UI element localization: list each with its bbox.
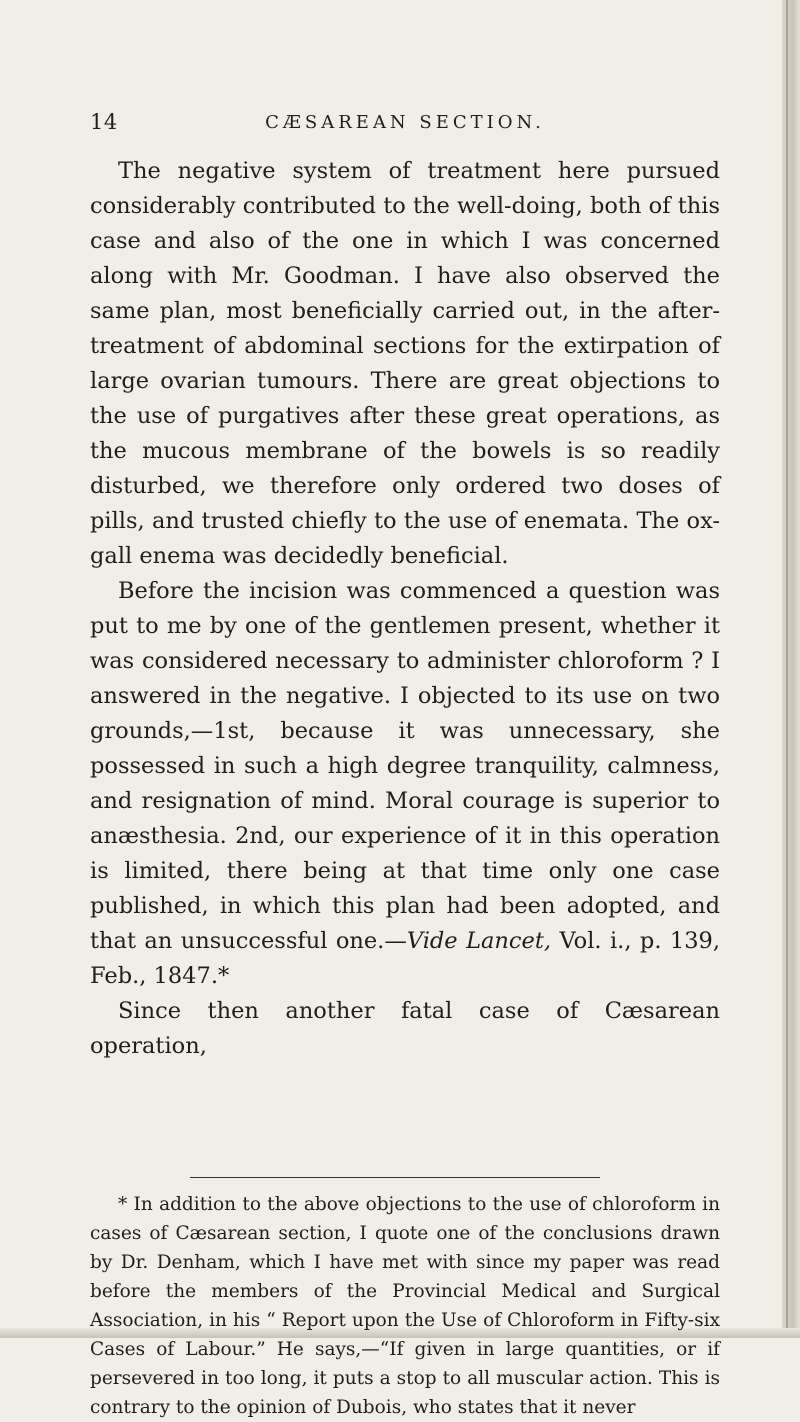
footnote-rule	[190, 1177, 600, 1178]
page-edge	[782, 0, 800, 1338]
lancet-italic: Lancet,	[466, 928, 552, 954]
page-header	[90, 110, 720, 144]
vide-italic: Vide	[406, 928, 458, 954]
footnote-text: * In addition to the above objections to the use of chloroform in cases of Cæsarean section, I quote one of the conclusions drawn by Dr. Denham, which I have met with since my paper was read before the members of the Provincial Medical and Surgical Association, in his “ Report upon the Use of Chloroform in Fifty-six Cases of Labour.” He says,—“If given in large quantities, or if persevered in too long, it puts a stop to all muscular action. This is contrary to the opinion of Dubois, who states that it never	[90, 1194, 720, 1418]
running-head: CÆSAREAN SECTION.	[265, 112, 545, 133]
paragraph-2-text: Before the incision was commenced a question was put to me by one of the gentlemen present, whether it was considered necessary to administer chloroform ? I answered in the negative. I objected to its use on two grounds,—1st, because it was unnecessary, she possessed in such a high degree tranquility, calmness, and resignation of mind. Moral courage is superior to anæsthesia. 2nd, our experience of it in this operation is limited, there being at that time only one case published, in which this plan had been adopted, and that an unsuccessful one.—	[90, 578, 720, 954]
footnote	[90, 1190, 720, 1422]
paragraph-1: The negative system of treatment here pursued considerably contributed to the well-doing, both of this case and also of the one in which I was concerned along with Mr. Goodman. I have also observed the same plan, most beneficially carried out, in the after-treatment of abdominal sections for the extirpation of large ovarian tumours. There are great objections to the use of purgatives after these great operations, as the mucous membrane of the bowels is so readily disturbed, we therefore only ordered two doses of pills, and trusted chiefly to the use of enemata. The ox-gall enema was decidedly beneficial.	[90, 158, 720, 569]
paragraph-2	[90, 574, 720, 994]
page-number: 14	[90, 110, 118, 134]
page-edge-line	[786, 0, 788, 1338]
citation: Vol. i., p. 139, Feb., 1847.*	[90, 928, 720, 989]
paragraph-3: Since then another fatal case of Cæsarean operation,	[90, 998, 720, 1059]
main-text	[90, 154, 720, 1064]
